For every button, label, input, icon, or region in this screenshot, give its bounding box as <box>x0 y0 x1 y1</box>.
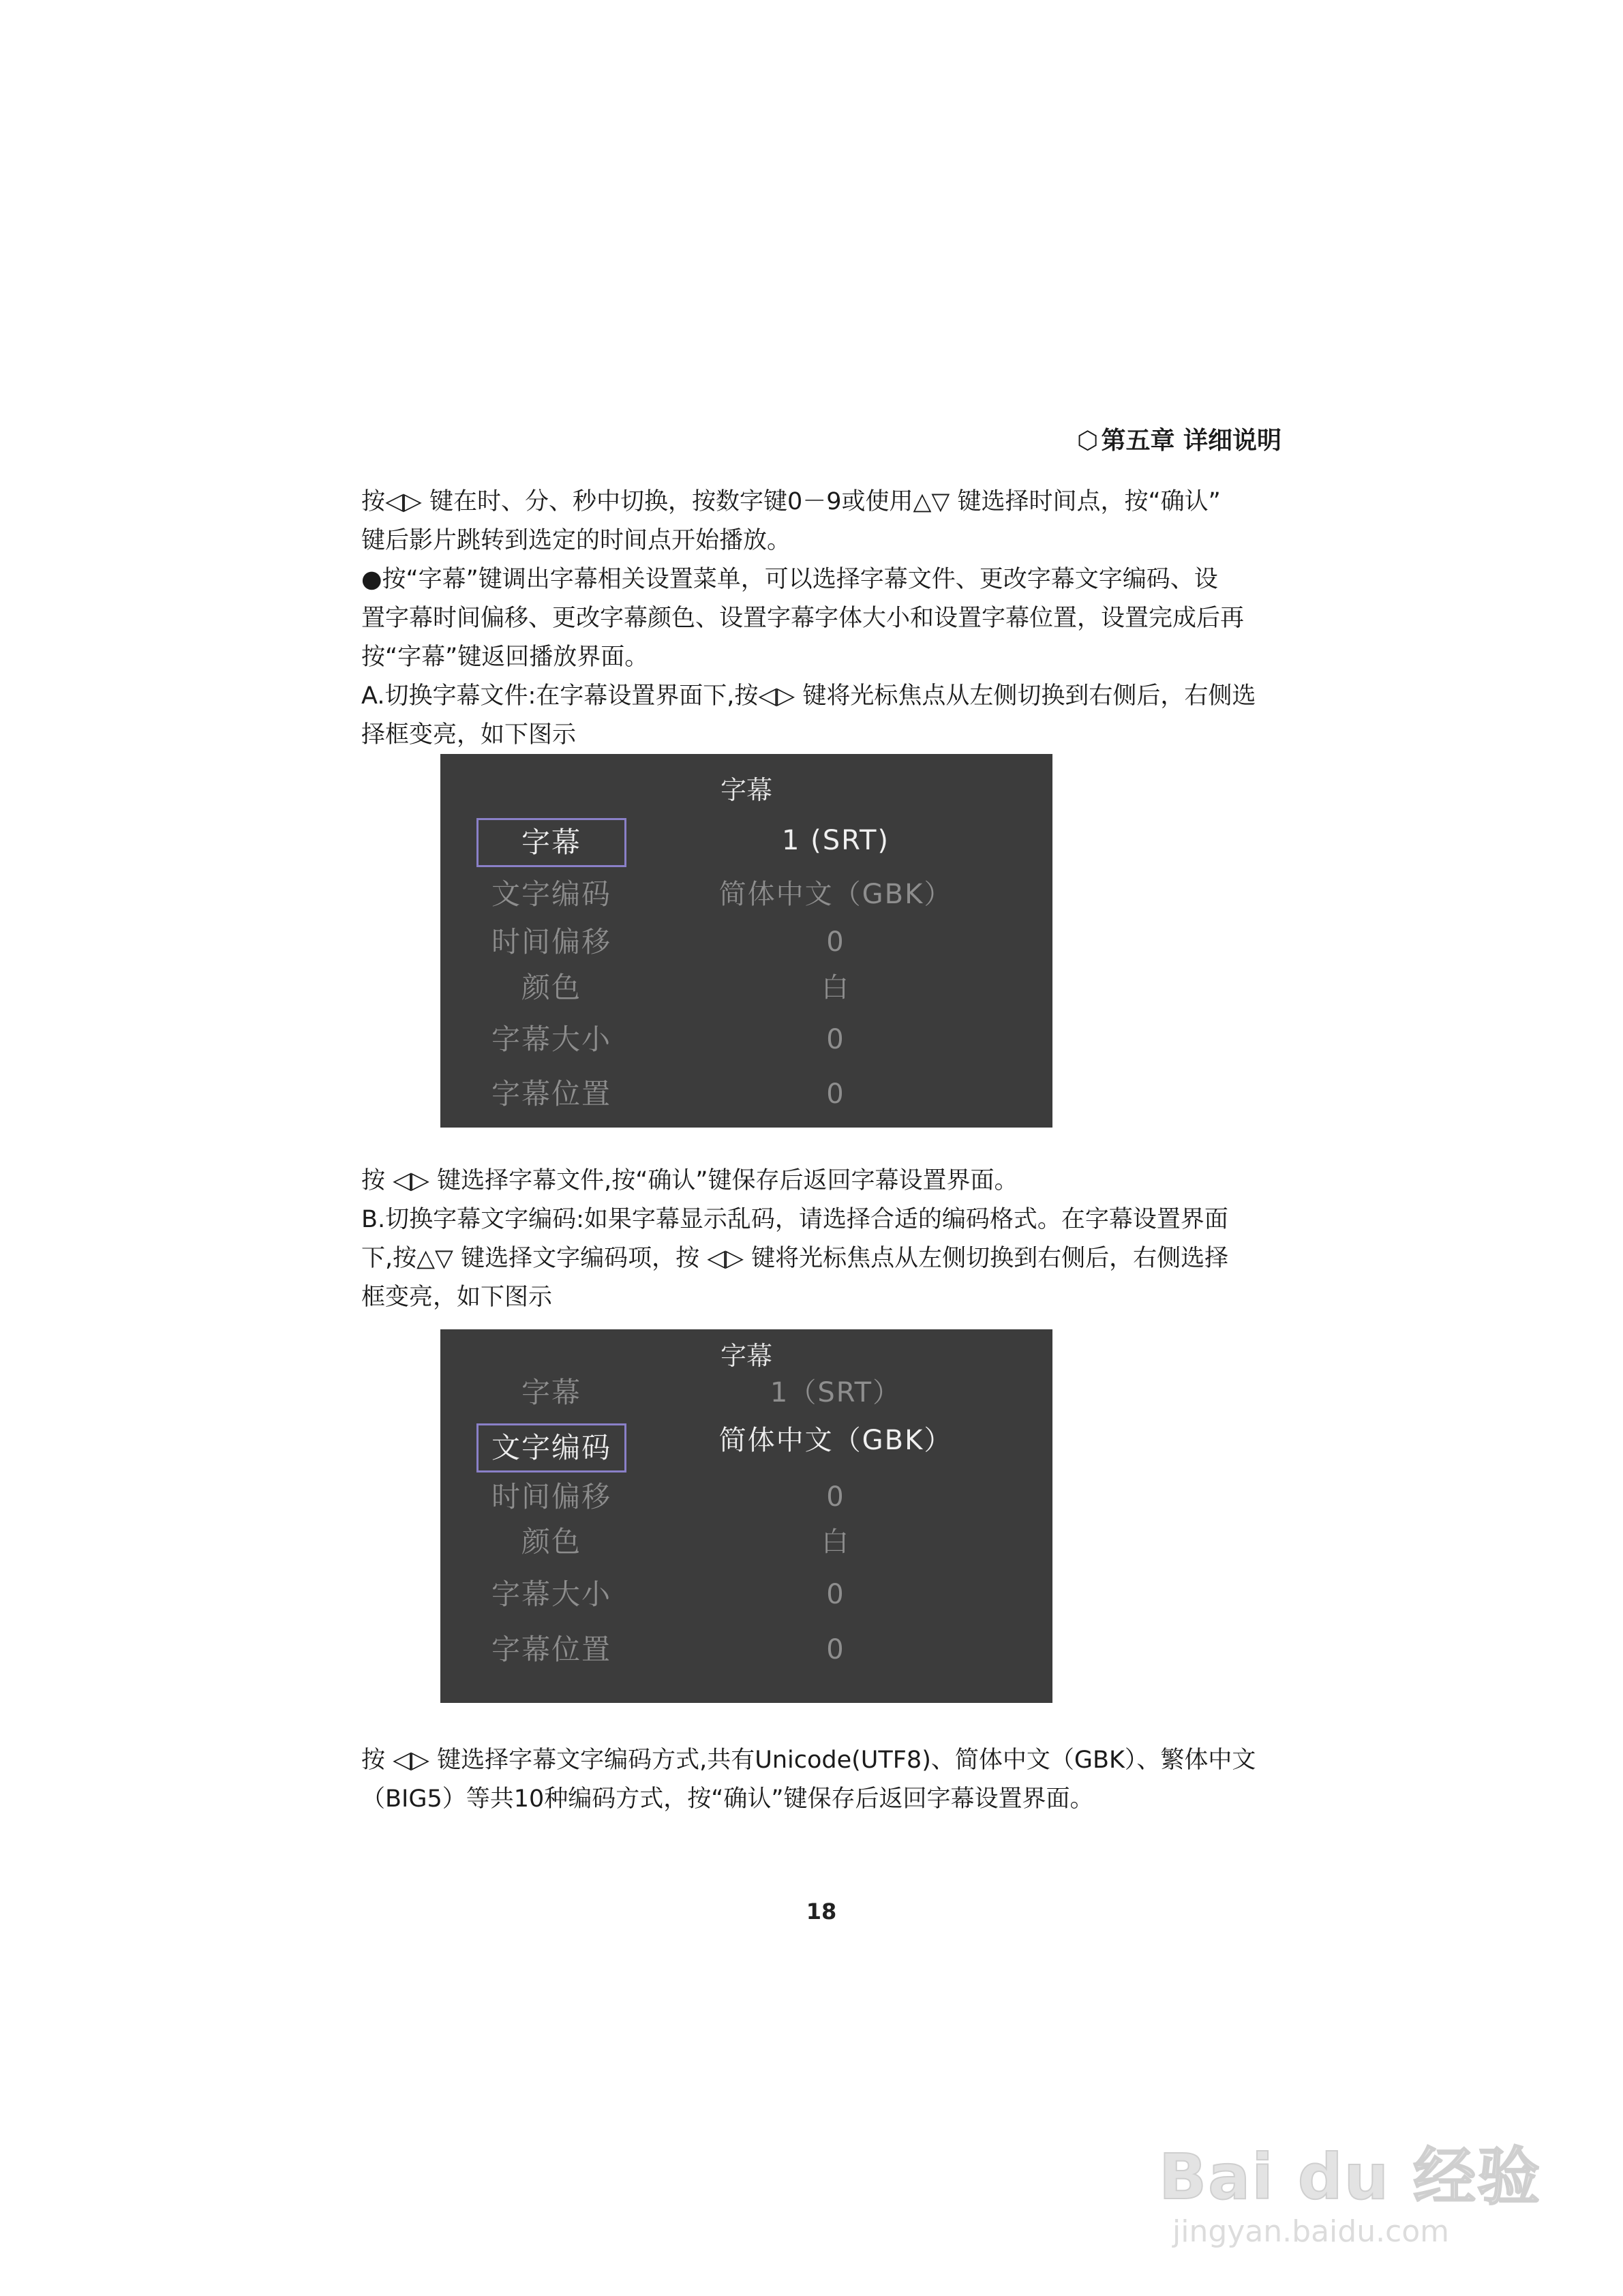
menu-label: 字幕大小 <box>491 1577 611 1611</box>
section-b-text <box>361 1162 1283 1317</box>
text-line: 按“字幕”键返回播放界面。 <box>361 644 649 671</box>
menu-value: 0 <box>826 1579 845 1610</box>
text-line: 按◁▷ 键在时、分、秒中切换，按数字键0－9或使用△▽ 键选择时间点，按“确认” <box>361 488 1221 515</box>
hexagon-icon: ⬡ <box>1077 427 1099 455</box>
menu-label: 颜色 <box>521 1525 581 1558</box>
menu-label: 文字编码 <box>491 877 611 911</box>
menu-label: 时间偏移 <box>491 925 611 958</box>
menu-row-size[interactable] <box>440 1017 1052 1062</box>
menu-value: 0 <box>826 1024 845 1055</box>
text-line: 置字幕时间偏移、更改字幕颜色、设置字幕字体大小和设置字幕位置，设置完成后再 <box>361 605 1245 632</box>
menu-row-subtitle[interactable] <box>440 1370 1052 1415</box>
menu-label: 字幕位置 <box>491 1077 611 1111</box>
menu-label: 字幕 <box>521 1376 581 1409</box>
text-line: 下,按△▽ 键选择文字编码项，按 ◁▷ 键将光标焦点从左侧切换到右侧后，右侧选择 <box>361 1245 1229 1272</box>
text-line: 按 ◁▷ 键选择字幕文字编码方式,共有Unicode(UTF8)、简体中文（GBK）、繁体中文 <box>361 1747 1256 1774</box>
subtitle-menu-screenshot-2 <box>440 1329 1052 1703</box>
menu-row-time-offset[interactable] <box>440 920 1052 965</box>
chapter-title: 第五章 详细说明 <box>1101 427 1281 455</box>
chapter-heading <box>1043 421 1281 456</box>
text-line: 框变亮，如下图示 <box>361 1284 553 1311</box>
menu-row-position[interactable] <box>440 1627 1052 1672</box>
subtitle-menu-screenshot-1 <box>440 754 1052 1128</box>
intro-text <box>361 483 1283 755</box>
menu-title: 字幕 <box>720 1341 772 1371</box>
text-line: 择框变亮，如下图示 <box>361 721 577 749</box>
menu-value: 白 <box>821 972 850 1003</box>
watermark-logo: Bai du 经验 <box>1159 2141 1542 2214</box>
text-line: B.切换字幕文字编码:如果字幕显示乱码，请选择合适的编码格式。在字幕设置界面 <box>361 1206 1228 1233</box>
page-number: 18 <box>806 1899 837 1924</box>
menu-value: 1 (SRT) <box>781 825 890 856</box>
section-b-footer-text <box>361 1741 1283 1819</box>
menu-row-time-offset[interactable] <box>440 1475 1052 1520</box>
menu-value: 白 <box>821 1526 850 1558</box>
menu-value: 1（SRT） <box>770 1377 902 1408</box>
menu-title: 字幕 <box>720 775 772 805</box>
menu-value: 0 <box>826 1078 845 1110</box>
menu-row-color[interactable] <box>440 1520 1052 1565</box>
menu-label: 字幕大小 <box>491 1023 611 1056</box>
menu-value: 0 <box>826 926 845 958</box>
menu-row-encoding[interactable] <box>440 1423 1052 1468</box>
menu-label: 文字编码 <box>476 1423 626 1472</box>
menu-value: 0 <box>826 1481 845 1513</box>
text-line: 键后影片跳转到选定的时间点开始播放。 <box>361 527 791 554</box>
menu-label: 字幕 <box>476 818 626 867</box>
menu-label: 字幕位置 <box>491 1633 611 1666</box>
menu-row-size[interactable] <box>440 1572 1052 1617</box>
menu-row-position[interactable] <box>440 1072 1052 1117</box>
watermark-url: jingyan.baidu.com <box>1172 2214 1450 2249</box>
menu-row-color[interactable] <box>440 965 1052 1010</box>
menu-row-encoding[interactable] <box>440 872 1052 917</box>
menu-label: 时间偏移 <box>491 1480 611 1513</box>
menu-row-subtitle[interactable] <box>440 818 1052 863</box>
text-line: ●按“字幕”键调出字幕相关设置菜单，可以选择字幕文件、更改字幕文字编码、设 <box>361 566 1218 593</box>
text-line: （BIG5）等共10种编码方式，按“确认”键保存后返回字幕设置界面。 <box>361 1785 1094 1813</box>
baidu-watermark <box>1159 2127 1568 2263</box>
menu-value: 简体中文（GBK） <box>718 1425 953 1456</box>
text-line: A.切换字幕文件:在字幕设置界面下,按◁▷ 键将光标焦点从左侧切换到右侧后，右侧选 <box>361 682 1256 710</box>
text-line: 按 ◁▷ 键选择字幕文件,按“确认”键保存后返回字幕设置界面。 <box>361 1167 1018 1194</box>
menu-value: 0 <box>826 1634 845 1665</box>
menu-value: 简体中文（GBK） <box>718 879 953 910</box>
menu-label: 颜色 <box>521 971 581 1004</box>
